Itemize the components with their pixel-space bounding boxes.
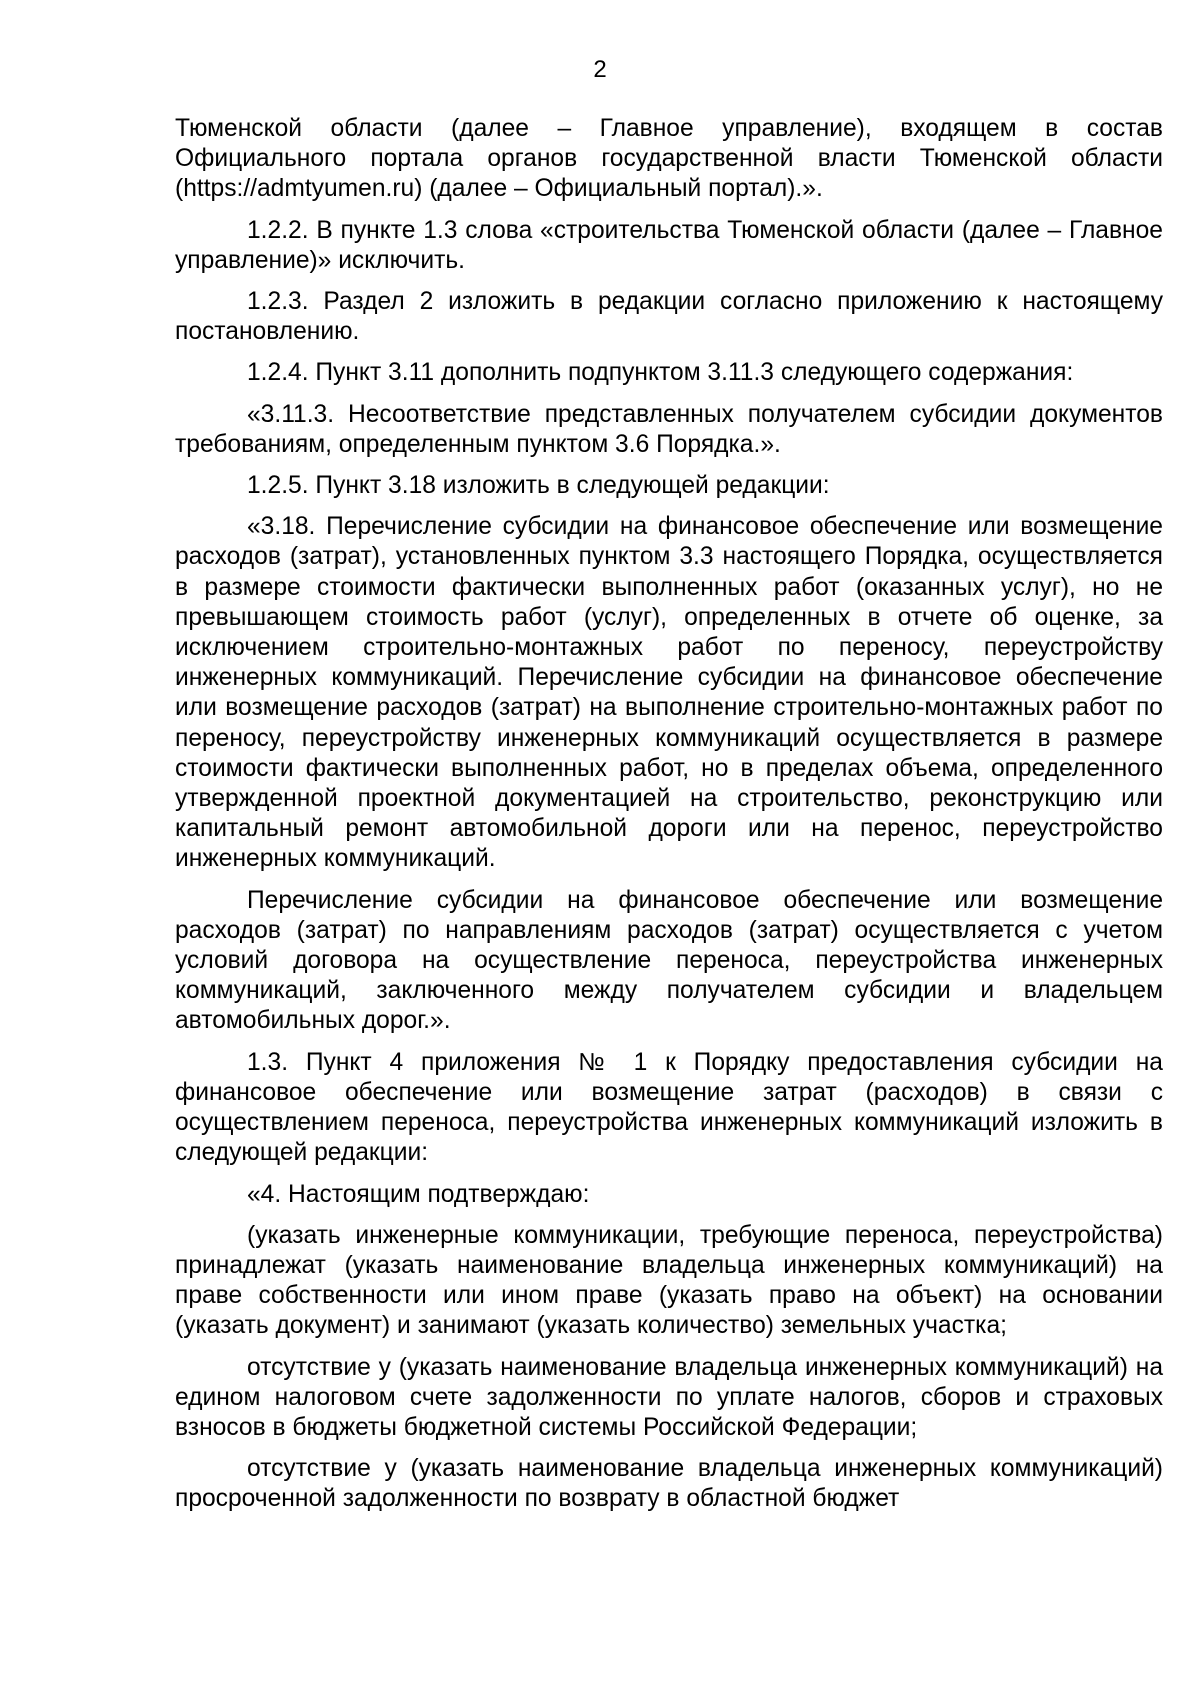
paragraph-1-2-3: 1.2.3. Раздел 2 изложить в редакции согласно приложению к настоящему постановлению. bbox=[175, 288, 1163, 346]
document-body bbox=[175, 114, 1163, 1526]
paragraph-tax-debt: отсутствие у (указать наименование владельца инженерных коммуникаций) на едином налоговом счете задолженности по уплате налогов, сборов и страховых взносов в бюджеты бюджетной системы Российской Федерации; bbox=[175, 1353, 1163, 1441]
paragraph-4-confirm: «4. Настоящим подтверждаю: bbox=[247, 1180, 590, 1208]
paragraph-utilities: (указать инженерные коммуникации, требующие переноса, переустройства) принадлежат (указать наименование владельца инженерных коммуникаций) на праве собственности или ином праве (указать право на объект) на основании (указать документ) и занимают (указать количество) земельных участка; bbox=[175, 1221, 1163, 1340]
page-number: 2 bbox=[593, 56, 607, 83]
paragraph-1-2-4: 1.2.4. Пункт 3.11 дополнить подпунктом 3.11.3 следующего содержания: bbox=[247, 359, 1074, 387]
paragraph-1-3: 1.3. Пункт 4 приложения № 1 к Порядку предоставления субсидии на финансовое обеспечение или возмещение затрат (расходов) в связи с осуществлением переноса, переустройства инженерных коммуникаций изложить в следующей редакции: bbox=[175, 1048, 1163, 1167]
paragraph-1-2-5: 1.2.5. Пункт 3.18 изложить в следующей редакции: bbox=[247, 472, 830, 500]
paragraph-3-18-continued: Перечисление субсидии на финансовое обеспечение или возмещение расходов (затрат) по направлениям расходов (затрат) осуществляется с учетом условий договора на осуществление переноса, переустройства инженерных коммуникаций, заключенного между получателем субсидии и владельцем автомобильных дорог.». bbox=[175, 886, 1163, 1035]
paragraph-3-18: «3.18. Перечисление субсидии на финансовое обеспечение или возмещение расходов (затрат), установленных пунктом 3.3 настоящего Порядка, осуществляется в размере стоимости фактически выполненных работ (оказанных услуг), но не превышающем стоимость работ (услуг), определенных в отчете об оценке, за исключением строительно-монтажных работ по переносу, переустройству инженерных коммуникаций. Перечисление субсидии на финансовое обеспечение или возмещение расходов (затрат) на выполнение строительно-монтажных работ по переносу, переустройству инженерных коммуникаций осуществляется в размере стоимости фактически выполненных работ, но в пределах объема, определенного утвержденной проектной документацией на строительство, реконструкцию или капитальный ремонт автомобильной дороги или на перенос, переустройство инженерных коммуникаций. bbox=[175, 513, 1163, 873]
paragraph-overdue-debt: отсутствие у (указать наименование владельца инженерных коммуникаций) просроченной задолженности по возврату в областной бюджет bbox=[175, 1455, 1163, 1513]
paragraph-3-11-3: «3.11.3. Несоответствие представленных получателем субсидии документов требованиям, определенным пунктом 3.6 Порядка.». bbox=[175, 400, 1163, 458]
paragraph-1-2-2: 1.2.2. В пункте 1.3 слова «строительства Тюменской области (далее – Главное управление)» исключить. bbox=[175, 216, 1163, 274]
paragraph-continuation: Тюменской области (далее – Главное управление), входящем в состав Официального портала органов государственной власти Тюменской области (https://admtyumen.ru) (далее – Официальный портал).». bbox=[175, 115, 1163, 203]
